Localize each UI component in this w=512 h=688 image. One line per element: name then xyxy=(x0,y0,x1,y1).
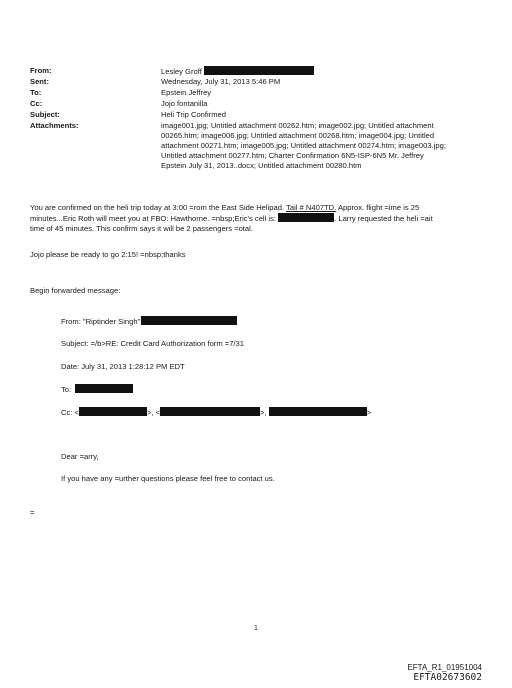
greeting: Dear =arry, xyxy=(61,452,99,461)
forwarded-to xyxy=(61,384,133,395)
attachments-line: Epstein July 31, 2013..docx; Untitled attachment 00280.htm xyxy=(161,161,362,170)
tail-number-text: Tail # N407TD. xyxy=(286,203,337,212)
separator-text: >, xyxy=(260,408,267,417)
bates-id-secondary: EFTA02673602 xyxy=(413,672,482,683)
separator-text: >, < xyxy=(146,408,161,417)
body-text: Approx. flight =ime is 25 xyxy=(337,203,420,212)
sent-label: Sent: xyxy=(30,77,49,86)
attachments-line: image001.jpg; Untitled attachment 00262.htm; image002.jpg; Untitled attachment xyxy=(161,121,434,130)
attachments-line: 00265.htm; image006.jpg; Untitled attachment 00268.htm; image004.jpg; Untitled xyxy=(161,131,435,140)
closing-text: If you have any =urther questions please feel free to contact us. xyxy=(61,474,275,483)
redaction-box xyxy=(141,316,237,325)
forwarded-date: Date: July 31, 2013 1:28:12 PM EDT xyxy=(61,362,185,371)
redaction-box xyxy=(278,213,334,222)
attachments-list xyxy=(161,121,511,171)
forwarded-from xyxy=(61,316,237,327)
body-text: You are confirmed on the heli trip today at 3:00 =rom the East Side Helipad. xyxy=(30,203,285,212)
redaction-box xyxy=(79,407,147,416)
subject-label: Subject: xyxy=(30,110,60,119)
to-value: Epstein Jeffrey xyxy=(161,88,212,97)
page-number: 1 xyxy=(254,625,258,632)
forwarded-subject: Subject: =/b>RE: Credit Card Authorization form =7/31 xyxy=(61,339,244,348)
forwarded-from-text: From: "Riptinder Singh" xyxy=(61,317,141,326)
sent-value: Wednesday, July 31, 2013 5:46 PM xyxy=(161,77,281,86)
attachments-line: Untitled attachment 00277.htm; Charter Confirmation 6N5-ISP-6N5 Mr. Jeffrey xyxy=(161,151,424,160)
to-label: To: xyxy=(30,88,42,97)
attachments-line: attachment 00271.htm; image005.jpg; Untitled attachment 00274.htm; image003.jpg; xyxy=(161,141,446,150)
from-label: From: xyxy=(30,66,52,75)
forwarded-cc xyxy=(61,407,371,418)
body-paragraph xyxy=(30,203,485,234)
bates-id-primary: EFTA_R1_01951004 xyxy=(407,663,482,672)
forward-heading: Begin forwarded message: xyxy=(30,286,121,295)
forwarded-cc-label: Cc: < xyxy=(61,408,79,417)
redaction-box xyxy=(204,66,314,75)
body-text: Jojo please be ready to go 2:15! =nbsp;thanks xyxy=(30,250,186,259)
equals-mark: = xyxy=(30,508,35,517)
body-text: . Larry requested the heli =ait xyxy=(334,214,433,223)
bates-footer xyxy=(407,663,482,683)
body-text: time of 45 minutes. This confirm says it will be 2 passengers =otal. xyxy=(30,224,253,233)
from-value: Lesley Groff xyxy=(161,67,202,76)
subject-value: Heli Trip Confirmed xyxy=(161,110,226,119)
attachments-label: Attachments: xyxy=(30,121,79,130)
cc-value: Jojo fontanilla xyxy=(161,99,208,108)
separator-text: > xyxy=(366,408,372,417)
redaction-box xyxy=(269,407,367,416)
body-text: minutes...Eric Roth will meet you at FBO: Hawthorne. =nbsp;Eric's cell is: xyxy=(30,214,277,223)
cc-label: Cc: xyxy=(30,99,43,108)
forwarded-to-label: To: xyxy=(61,385,72,394)
redaction-box xyxy=(160,407,260,416)
redaction-box xyxy=(75,384,133,393)
